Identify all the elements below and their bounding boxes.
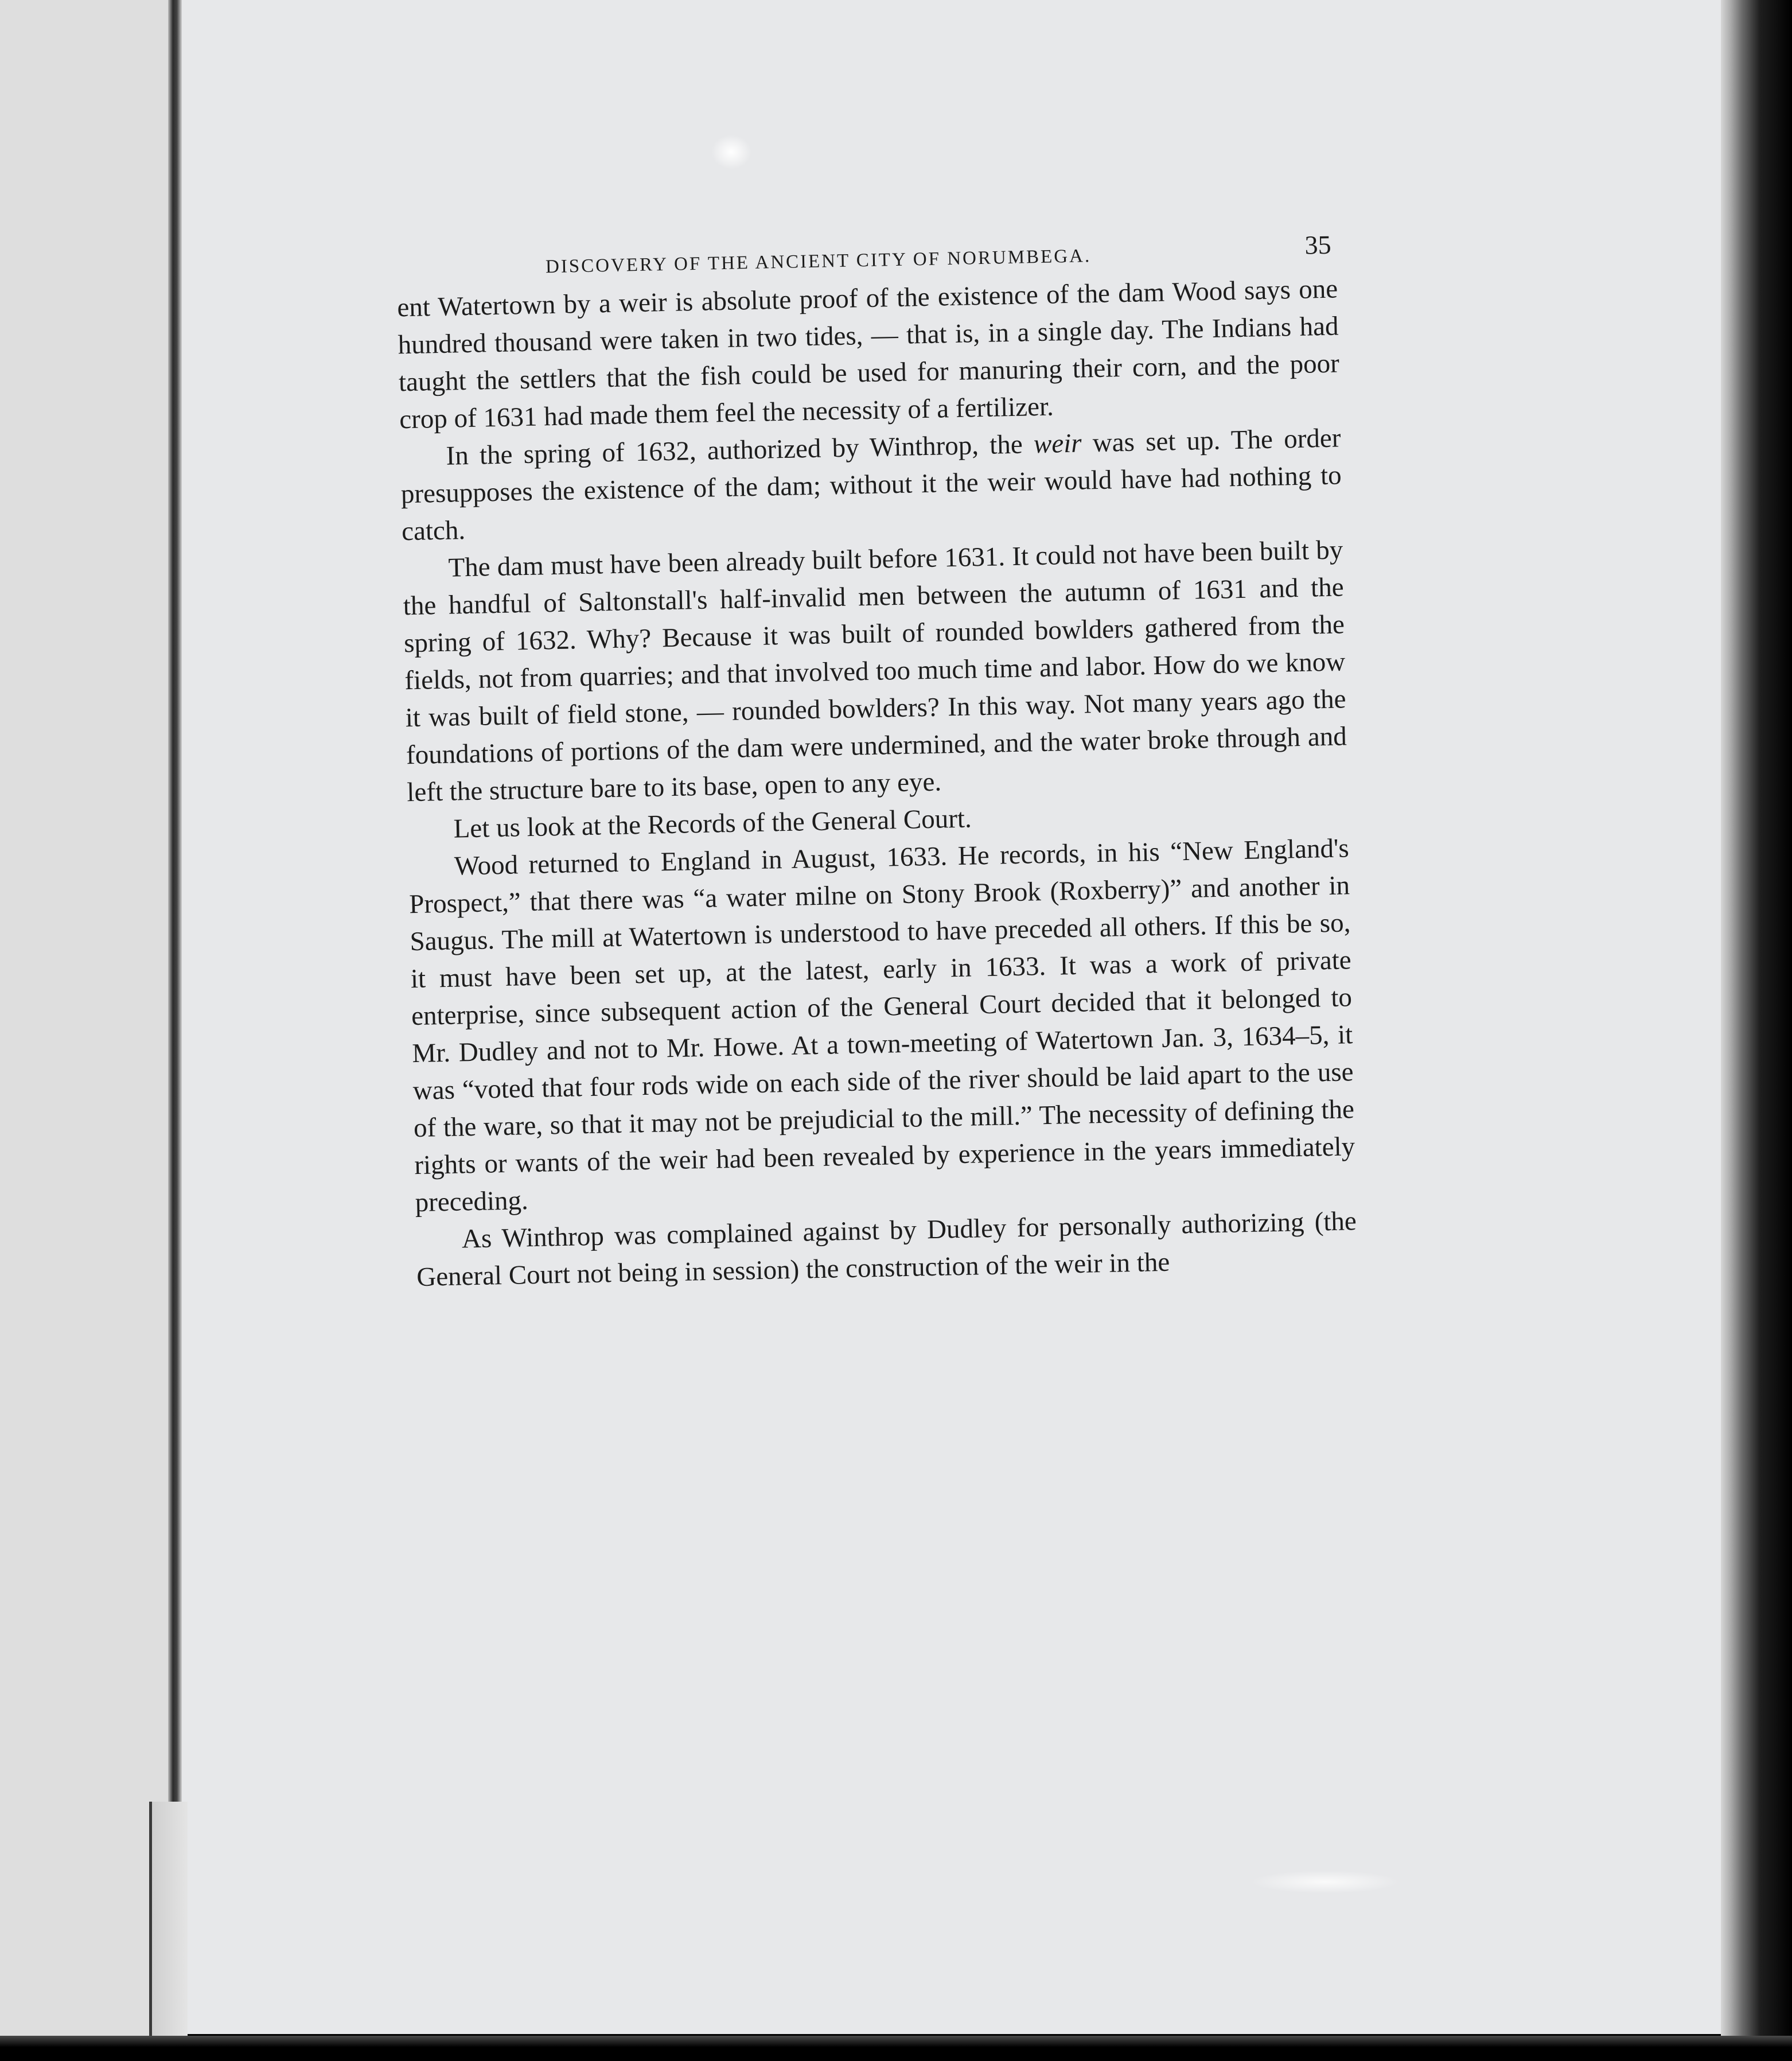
paragraph-text: was set up. The order presupposes the existence of the dam; without it the weir would have had nothing to catch.	[400, 423, 1342, 547]
page-fold-tab	[149, 1802, 188, 2043]
paragraph	[402, 531, 1348, 811]
paragraph-text: Wood returned to England in August, 1633. He records, in his “New England's Prospect,” that there was “a water milne on Stony Brook (Roxberry)” and another in Saugus. The mill at Watertown is understood to have preceded all others. If this be so, it must have been set up, at the latest, early in 1633. It was a work of private enterprise, since subsequent action of the General Court decided that it belonged to Mr. Dudley and not to Mr. Howe. At a town-meeting of Watertown Jan. 3, 1634–5, it was “voted that four rods wide on each side of the river should be laid apart to the use of the ware, so that it may not be prejudicial to the mill.” The necessity of defining the rights or wants of the weir had been revealed by experience in the years immediately preceding.	[408, 833, 1355, 1218]
paragraph	[397, 271, 1341, 439]
paragraph-text: Let us look at the Records of the General Court.	[453, 803, 972, 844]
paragraph	[400, 419, 1343, 550]
italic-text: weir	[1033, 428, 1082, 460]
scan-bottom-border	[0, 2036, 1792, 2061]
scan-speck	[711, 135, 751, 169]
book-gutter	[168, 0, 182, 2046]
paragraph-text: In the spring of 1632, authorized by Winthrop, the	[446, 429, 1034, 471]
body-text	[397, 271, 1358, 1297]
paragraph-text: The dam must have been already built before 1631. It could not have been built by the handful of Saltonstall's half-invalid men between the autumn of 1631 and the spring of 1632. Why? Because it was built of rounded bowlders gathered from the fields, not from quarries; and that involved too much time and labor. How do we know it was built of field stone, — rounded bowlders? In this way. Not many years ago the foundations of portions of the dam were undermined, and the water broke through and left the structure bare to its base, open to any eye.	[403, 535, 1347, 808]
scan-speck	[1250, 1871, 1400, 1893]
page-text	[396, 225, 1357, 1297]
page-number: 35	[1304, 230, 1332, 260]
facing-page-edge	[0, 0, 175, 2043]
page-stack-edge	[1721, 0, 1792, 2061]
paragraph	[408, 830, 1356, 1222]
paragraph-text: ent Watertown by a weir is absolute proof of the existence of the dam Wood says one hundred thousand were taken in two tides, — that is, in a single day. The Indians had taught the settlers that the fish could be used for manuring their corn, and the poor crop of 1631 had made them feel the necessity of a fertilizer.	[396, 274, 1340, 435]
running-head-title: DISCOVERY OF THE ANCIENT CITY OF NORUMBEGA.	[545, 246, 1092, 278]
paragraph-text: As Winthrop was complained against by Dudley for personally authorizing (the General Court not being in session) the construction of the weir in the	[416, 1206, 1357, 1293]
